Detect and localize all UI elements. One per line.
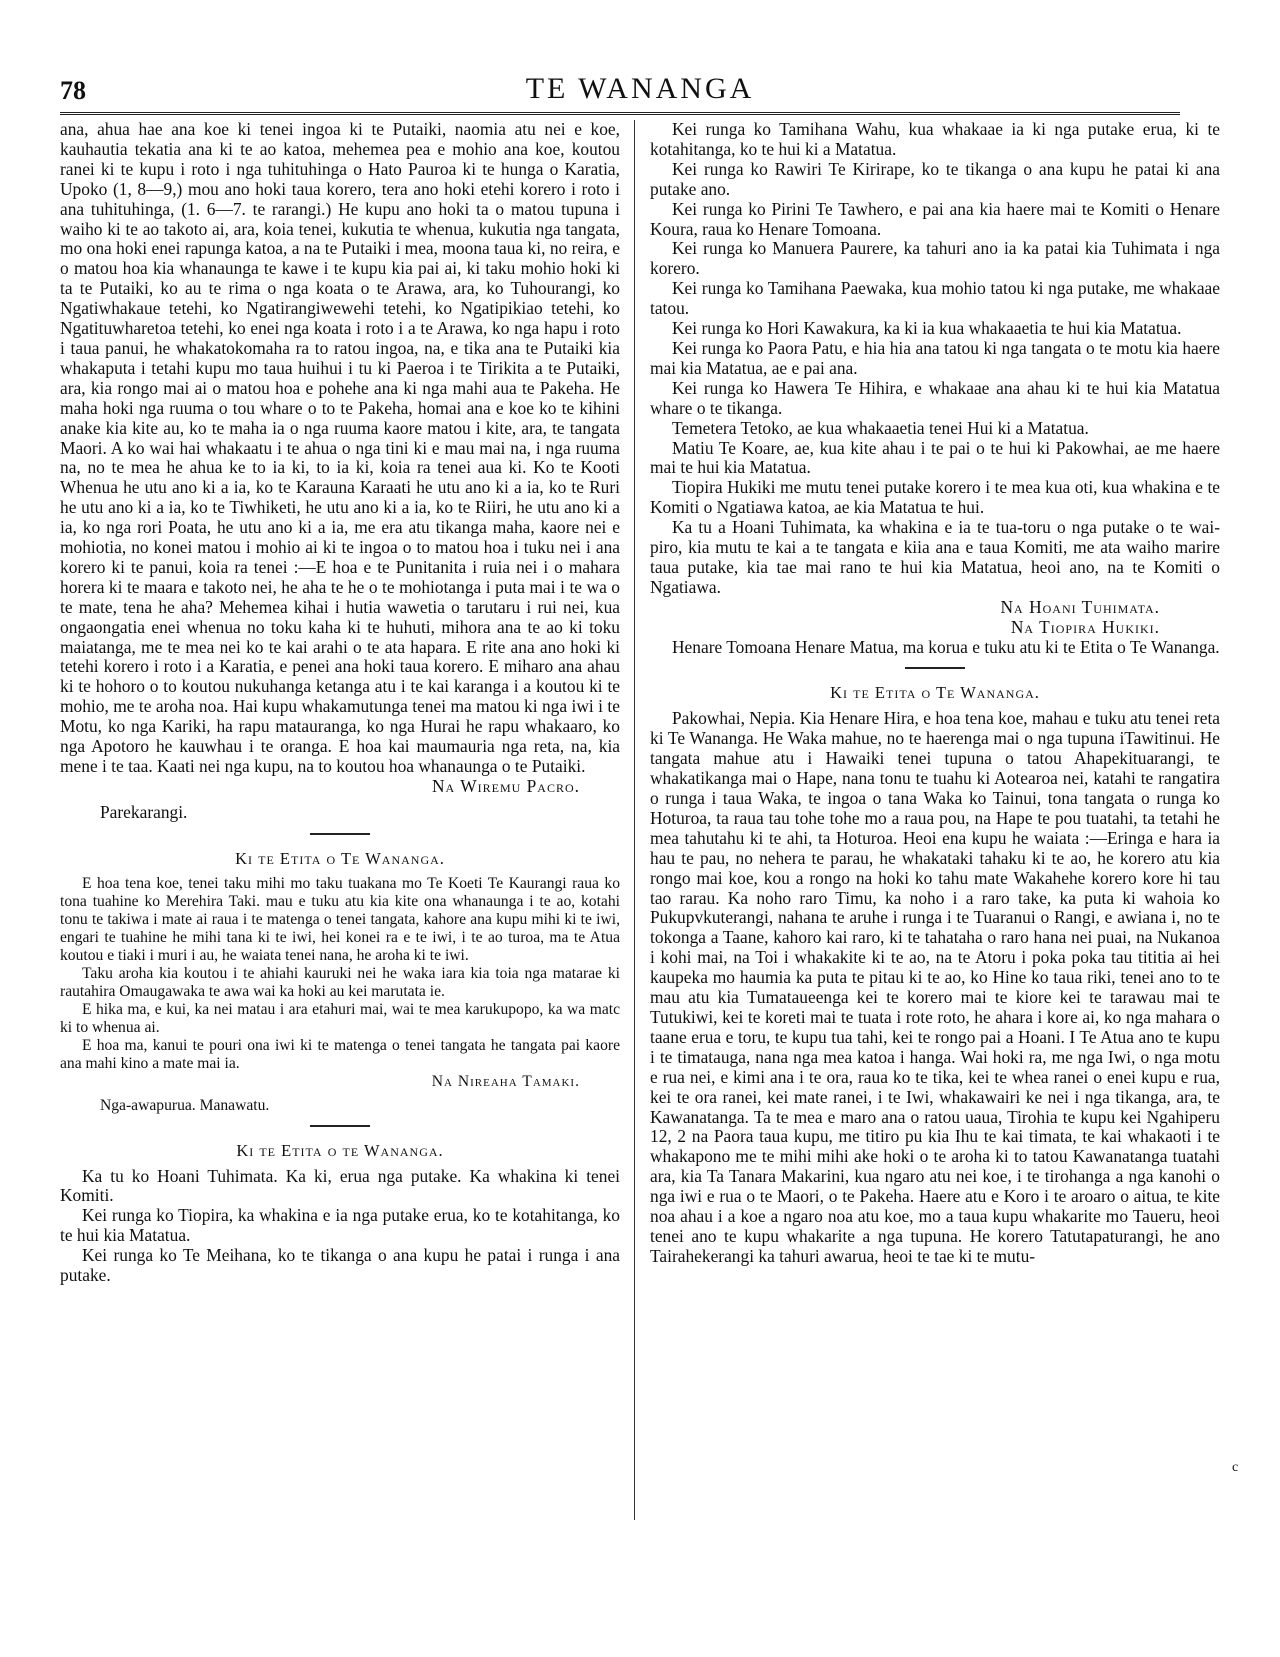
masthead-title: TE WANANGA [525,72,755,105]
letter-body-paragraph: E hika ma, e kui, ka nei matau i ara etahuri mai, wai te mea karukupopo, ka wa matc ki to whenua ai. [60,1000,620,1036]
letter-body-paragraph: Kei runga ko Pirini Te Tawhero, e pai ana kia haere mai te Komiti o Henare Koura, raua ko Henare Tomoana. [650,198,1220,239]
letter-body-paragraph: E hoa ma, kanui te pouri ona iwi ki te matenga o tenei tangata he tangata pai kaore ana mahi kino a mate mai ia. [60,1036,620,1072]
section-heading: Ki te Etita o te Wananga. [236,1140,444,1160]
letter-body-paragraph: Taku aroha kia koutou i te ahiahi kauruki nei he waka iara kia toia nga matarae ki rautahira Omaugawaka te awa wai ka hoki au kei marutata ie. [60,964,620,1000]
section-divider [905,667,965,669]
letter-signature: Na Wiremu Pacro. [431,775,580,796]
letter-body-paragraph: Kei runga ko Tamihana Wahu, kua whakaae ia ki nga putake erua, ki te kotahitanga, ko te hui ki a Matatua. [650,119,1220,159]
letter-footer-note: Henare Tomoana Henare Matua, ma korua e tuku atu ki te Etita o Te Wananga. [672,636,1220,657]
letter-body-paragraph: Kei runga ko Te Meihana, ko te tikanga o ana kupu he patai i runga i ana putake. [60,1245,620,1286]
letter-body-paragraph: Kei runga ko Paora Patu, e hia hia ana tatou ki nga tangata o te motu kia haere mai kia Matatua, ae e pai ana. [650,337,1220,378]
letter-body-paragraph: Tiopira Hukiki me mutu tenei putake korero i te mea kua oti, kua whakina e te Komiti o Ngatiawa katoa, ae kia Matatua te hui. [650,477,1220,518]
letter-body-paragraph: Ka tu ko Hoani Tuhimata. Ka ki, erua nga putake. Ka whakina ki tenei Komiti. [60,1165,620,1206]
letter-body-paragraph: Kei runga ko Tiopira, ka whakina e ia nga putake erua, ko te kotahitanga, ko te hui kia Matatua. [60,1205,620,1246]
letter-2-body [60,875,620,1115]
column-divider [634,120,635,1520]
page-number: 78 [60,76,86,105]
letter-body-paragraph: E hoa tena koe, tenei taku mihi mo taku tuakana mo Te Koeti Te Kaurangi raua ko tona tuahine ko Merehira Taki. mau e tuku atu kia kite ona whanaunga i te ao, kotahi tonu te takiwa i mate ai raua i te matenga o tenei tangata, kahore ana kupu mihi ki te iwi, engari te tuahine he mihi tana ki te iwi, hei konei ra e te iwi, i te ao turoa, ma te Atua koutou e tiaki i muri i au, he waiata tenei nana, he aroha ki te iwi. [60,874,620,964]
letter-signature: Na Hoani Tuhimata. [1000,596,1160,617]
section-divider [310,1125,370,1127]
letter-body-paragraph: Kei runga ko Manuera Paurere, ka tahuri ano ia ka patai kia Tuhimata i nga korero. [650,238,1220,279]
letter-body-paragraph: Kei runga ko Tamihana Paewaka, kua mohio tatou ki nga putake, me whakaae tatou. [650,278,1220,319]
section-heading: Ki te Etita o Te Wananga. [235,848,445,868]
right-column [650,120,1220,1267]
letter-body-paragraph: Pakowhai, Nepia. Kia Henare Hira, e hoa tena koe, mahau e tuku atu tenei reta ki Te Wananga. He Waka mahue, no te haerenga mai o nga tupuna iTawitinui. He tangata mahue atu i Hawaiki tenei tupuna o tatou Ahapekituarangi, te whakatikanga mai o Hape, nana tonu te tuahu ki Aotearoa nei, katahi te rangatira o runga i taua Waka, te ingoa o tana Waka ko Tainui, tona tangata o runga ko Hoturoa, ta raua tau tohe tohe mo a raua pou, na Hape te pou tuatahi, ta tetahi he mea tahutahu ki te ahi, ta Hoturoa. Heoi ena kupu he waiata :—Eringa e hara ia hau te pau, no nehera te parau, he whakataki tahaku ki te ao, he korero atu kia rongo mai koe, kou a rongo na hoki ko tahu mate Wakahehe korero kore hi tau tao rarau. Ka noho raro Timu, ka noho i a raro take, ka puta ki wahoia ko Pukupvkuterangi, nahana te aruhe i runga i te Tuaranui o Rangi, e awiana i, no te tokonga a Taane, kahoro kai raro, ki te tahataha o raro hana nei puai, na Nukanoa i kohi mai, na Toi i whakakite ki te ao, na te Atoru i poka poka tau tititia ai hei kaupeka mo haumia ka puta te pitau ki te ao, ko Hine ko taua riki, tenei ano to te mau atu kia Tumataueenga kei te korero mai te kiore kei te tarawau mai te Tutukiwi, kei te koreti mai te tuata i rote roto, he ahara i kore ai, ko nga mahara o taane erua e toru, te kupu tua tahi, kei te rongo pai a Hoani. I Te Atua ano te kupu i te timatauga, nana nga mea katoa i hanga. Wai hoki ra, me nga Iwi, o nga motu e rua nei, e kimi ana i te ora, raua ko te tika, kei te whea ranei o enei kupu e rua, kei te ora ranei, kei mate ranei, i te Iwi, whakawairi ke nei i nga tikanga, ara, te Kawanatanga. Ta te mea e maro ana o ratou uaua, Tirohia te kupu kei Ngahiperu 12, 2 na Paora taua kupu, me titiro pu kia Ihu te kai timata, te kai whakaoti i te whakapono me te mihi mihi ake hoki o te aroha ki to tatou Kawanatanga tuatahi ara, kia Ta Tanara Makarini, kua ngaro atu nei koe, i te tirohanga a nga kanohi o nga iwi e rua o te Maori, o te Pakeha. Haere atu e Koro i te aroaro o aitua, te kite noa ahau i a koe a ngaro noa atu koe, mo a taua kupu whakarite mo Taueru, heoi tenei ano te kupu whakarite a nga tupuna. He korero Tatutapaturangi, he ano Tairahekerangi ka tahuri awarua, heoi te tae ki te mutu- [650,708,1220,1266]
section-heading: Ki te Etita o Te Wananga. [830,683,1040,703]
letter-body-paragraph: Ka tu a Hoani Tuhimata, ka whakina e ia te tua-toru o nga putake o te wai-piro, kia mutu te kai a te tangata e kiia ana e taua Komiti, me ata waiho marire taua putake, kia tae mai rano te hui kia Matatua, heoi ano, na te Komiti o Ngatiawa. [650,517,1220,597]
letter-body-paragraph: Kei runga ko Hori Kawakura, ka ki ia kua whakaaetia te hui kia Matatua. [672,318,1182,339]
letter-body-paragraph: ana, ahua hae ana koe ki tenei ingoa ki te Putaiki, naomia atu nei e koe, kauhautia tekatia ana ki te ao katoa, mehemea pea e mohio ana koe, koutou ranei ki te kupu i roto i nga tuhituhinga o Hato Pauroa ki te hunga o Karatia, Upoko (1, 8—9,) mou ano hoki taua korero, tera ano hoki etehi korero i roto i ana tuhituhinga, (1. 6—7. te rarangi.) He kupu ano hoki ta o matou tupuna i waiho ki te ao takoto ai, ara, koia tenei, kukutia te whenua, kukutia nga tangata, mo ona hoki enei rapunga katoa, a na te Putaiki i mea, moona taua ki, no reira, e o matou hoa kia whanaunga te kawe i te kupu kia pai ai, ki taku mohio hoki ki ta te Putaiki, ko au te rima o nga koata o te Arawa, ara, ko Tuhourangi, ko Ngatiwhakaue tetehi, ko Ngatirangiwewehi tetehi, ko Ngatipikiao tetehi, ko Ngatituwharetoa tetehi, ko enei nga koata i roto i a te Arawa, ko nga hapu i roto i taua panui, he whakatokomaha ra to ratou ingoa, na, e tika ana te Putaiki kia whakaputa i tetahi kupu mo taua huihui i tu ki Paeroa i te Tirikita a te Putaiki, ara, kia rongo mai ai o matou hoa e pohehe ana ki nga mahi aua te Pakeha. He maha hoki nga ruuma o tou whare o to te Pakeha, homai ana e koe ko te kihini anake kia kite au, ko te maha ia o nga ruuma kaore matou i kite, ara, te tangata Maori. A ko wai hai whakaatu i te ahua o nga tini ki e mau mai na, i nga ruuma na, no te mea he ahua ke to ia ki, to ia ki, koia ra tenei aua ki. Ko te Kooti Whenua he utu ano ki a ia, ko te Karauna Karaati he utu ano ki a ia, ko te Ruri he utu ano ki a ia, ko te Tiwhiketi, he utu ano ki a ia, ko te Riiri, he utu ano ki a ia, ko nga rori Poata, he utu ano ki a ia, me era atu tikanga maha, kaore nei e mohiotia, no konei matou i mohio ai ki te ingoa o to matou hoa i tuku nei i ana korero ki te panui, koia ra tenei :—E hoa e te Punitanita i ruia nei i o mahara horera ki te maara e takoto nei, he aha te he o te mohiotanga i puta mai i te wa o te mate, tena he aha? Mehemea kihai i hutia wawetia o tarutaru i rui nei, kua ongaongatia enei whenua no toku kaha ki te huhuti, mihora ana te ao ki toku maiatanga, me te mea nei ko te kai arahi o te ata hapara. E rite ana ano hoki ki tetehi korero i roto i a Karatia, e penei ana hoki taua korero. E miharo ana ahau ki te hohoro o to koutou nukuhanga ketanga atu i te kai karanga i a koutou ki te mohio, me te aroha noa. Hai kupu whakamutunga tenei ma matou ki nga iwi i te Motu, ko nga Kariki, ha rapu matauranga, ko nga Hurai he rapu whakaaro, ko nga Apotoro he kauwhau i te oranga. E hoa kai maumauria nga reta, na, kia mene i te taa. Kaati nei nga kupu, na to koutou hoa whanaunga o te Putaiki. [60,119,620,776]
letter-place: Parekarangi. [100,801,188,822]
letter-signature: Na Nireaha Tamaki. [431,1072,580,1090]
header-rule [60,112,1180,115]
left-column [60,120,620,1286]
letter-body-paragraph: Kei runga ko Rawiri Te Kirirape, ko te tikanga o ana kupu he patai ki ana putake ano. [650,158,1220,199]
letter-body-paragraph: Matiu Te Koare, ae, kua kite ahau i te pai o te hui ki Pakowhai, ae me haere mai te hui kia Matatua. [650,437,1220,478]
letter-place: Nga-awapurua. Manawatu. [100,1096,270,1114]
section-divider [310,833,370,835]
letter-body-paragraph: Temetera Tetoko, ae kua whakaaetia tenei Hui ki a Matatua. [672,417,1089,438]
letter-body-paragraph: Kei runga ko Hawera Te Hihira, e whakaae ana ahau ki te hui kia Matatua whare o te tikanga. [650,377,1220,418]
margin-mark: c [1232,1460,1239,1475]
letter-signature: Na Tiopira Hukiki. [1010,616,1160,637]
